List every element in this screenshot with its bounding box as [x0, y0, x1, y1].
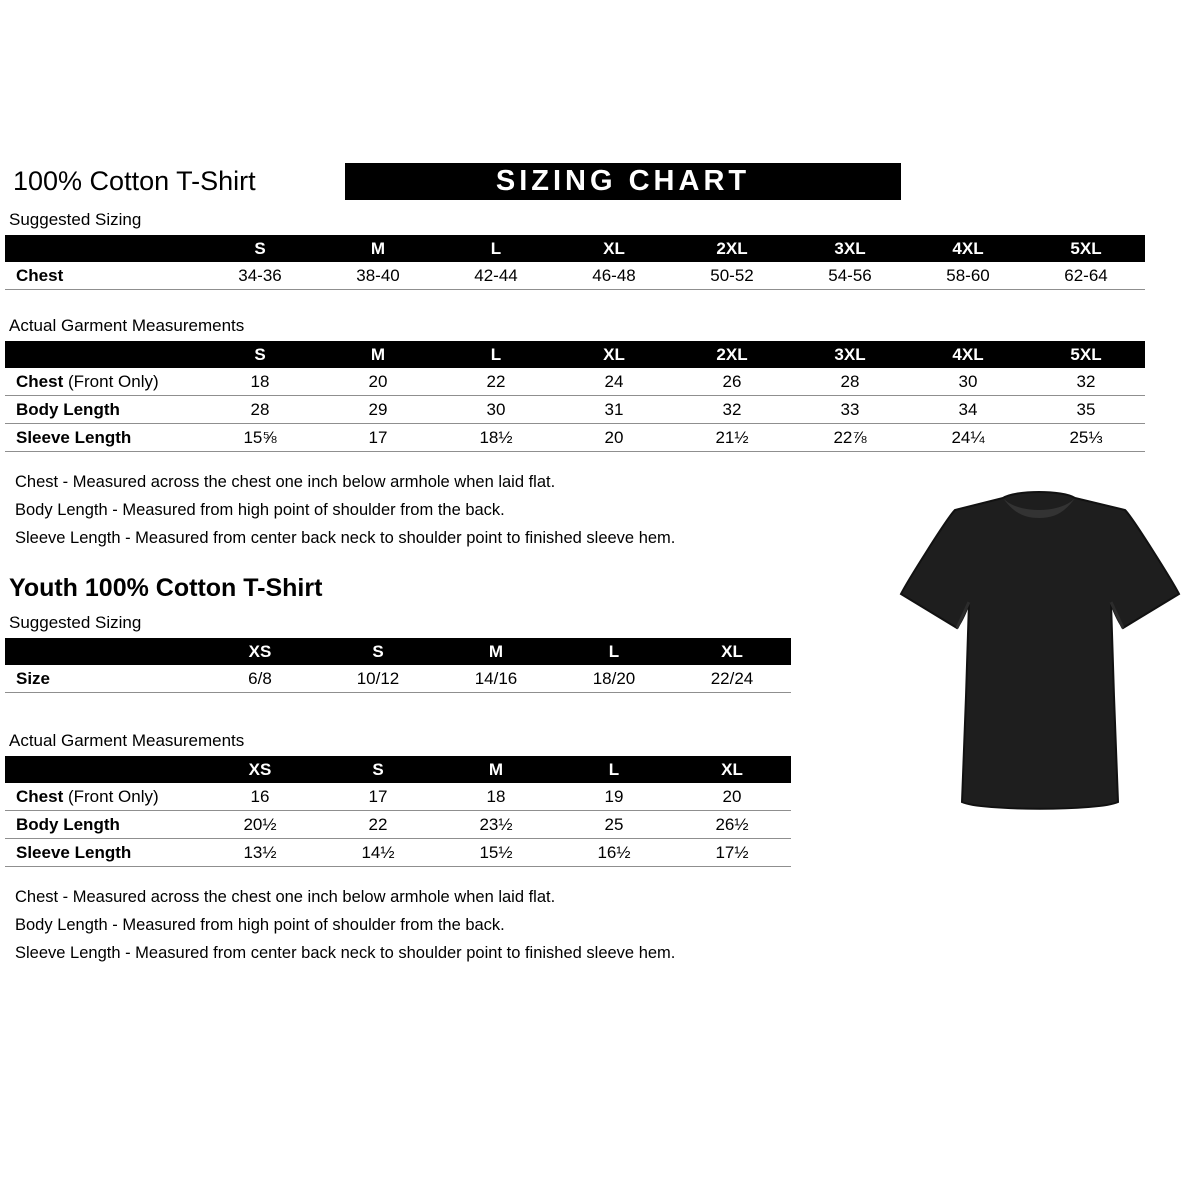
measurement-value: 23½: [437, 811, 555, 839]
youth-suggested-sizing-table: [5, 638, 791, 693]
youth-suggested-sizing-label: Suggested Sizing: [9, 613, 142, 632]
size-header-row: [5, 341, 1145, 368]
measurement-value: 20: [319, 368, 437, 396]
note-chest: Chest - Measured across the chest one inch below armhole when laid flat.: [15, 888, 556, 906]
measurement-value: 30: [437, 396, 555, 424]
size-column-header: 3XL: [791, 341, 909, 368]
measurement-value: 50-52: [673, 262, 791, 290]
measurement-value: 10/12: [319, 665, 437, 693]
measurement-value: 33: [791, 396, 909, 424]
measurement-value: 32: [673, 396, 791, 424]
adult-actual-measurements-table: [5, 341, 1145, 452]
adult-section-title: 100% Cotton T-Shirt: [13, 166, 256, 196]
size-column-header: S: [201, 341, 319, 368]
size-column-header: 5XL: [1027, 341, 1145, 368]
measurement-value: 14/16: [437, 665, 555, 693]
size-column-header: 5XL: [1027, 235, 1145, 262]
page-header: [5, 163, 1145, 200]
measurement-value: 20½: [201, 811, 319, 839]
size-column-header: S: [319, 756, 437, 783]
size-header-row: [5, 756, 791, 783]
measurement-value: 14½: [319, 839, 437, 867]
header-spacer-cell: [5, 638, 201, 665]
measurement-value: 58-60: [909, 262, 1027, 290]
measurement-value: 24: [555, 368, 673, 396]
size-column-header: M: [319, 341, 437, 368]
size-column-header: M: [437, 756, 555, 783]
measurement-row: [5, 783, 791, 811]
youth-actual-measurements-label: Actual Garment Measurements: [9, 731, 245, 750]
size-column-header: XL: [673, 638, 791, 665]
measurement-value: 26: [673, 368, 791, 396]
size-column-header: XL: [673, 756, 791, 783]
size-column-header: M: [319, 235, 437, 262]
measurement-value: 42-44: [437, 262, 555, 290]
measurement-value: 18½: [437, 424, 555, 452]
measurement-value: 28: [201, 396, 319, 424]
measurement-value: 62-64: [1027, 262, 1145, 290]
size-column-header: XS: [201, 638, 319, 665]
measurement-value: 18: [201, 368, 319, 396]
measurement-value: 38-40: [319, 262, 437, 290]
row-label: Body Length: [5, 396, 201, 424]
measurement-value: 46-48: [555, 262, 673, 290]
adult-suggested-sizing-label: Suggested Sizing: [9, 210, 142, 229]
measurement-value: 30: [909, 368, 1027, 396]
measurement-row: [5, 368, 1145, 396]
measurement-value: 31: [555, 396, 673, 424]
measurement-value: 22⅞: [791, 424, 909, 452]
measurement-value: 16½: [555, 839, 673, 867]
measurement-value: 26½: [673, 811, 791, 839]
measurement-value: 32: [1027, 368, 1145, 396]
measurement-value: 15⅝: [201, 424, 319, 452]
size-column-header: 4XL: [909, 235, 1027, 262]
measurement-row: [5, 396, 1145, 424]
header-spacer-cell: [5, 756, 201, 783]
measurement-value: 15½: [437, 839, 555, 867]
note-body-length: Body Length - Measured from high point of shoulder from the back.: [15, 501, 505, 519]
measurement-value: 20: [673, 783, 791, 811]
size-column-header: L: [555, 638, 673, 665]
measurement-value: 17: [319, 783, 437, 811]
measurement-value: 18: [437, 783, 555, 811]
measurement-value: 17½: [673, 839, 791, 867]
row-label: Chest (Front Only): [5, 783, 201, 811]
row-label: Body Length: [5, 811, 201, 839]
tshirt-icon: [897, 478, 1185, 814]
measurement-row: [5, 665, 791, 693]
measurement-value: 21½: [673, 424, 791, 452]
row-label: Sleeve Length: [5, 424, 201, 452]
measurement-value: 22: [319, 811, 437, 839]
measurement-row: [5, 262, 1145, 290]
size-column-header: 2XL: [673, 235, 791, 262]
size-column-header: S: [201, 235, 319, 262]
sizing-chart-banner: SIZING CHART: [345, 163, 901, 200]
note-sleeve-length: Sleeve Length - Measured from center back neck to shoulder point to finished sleeve hem.: [15, 529, 676, 547]
size-column-header: L: [555, 756, 673, 783]
size-column-header: 3XL: [791, 235, 909, 262]
measurement-value: 17: [319, 424, 437, 452]
header-spacer-cell: [5, 235, 201, 262]
note-body-length: Body Length - Measured from high point of shoulder from the back.: [15, 916, 505, 934]
row-label: Chest: [5, 262, 201, 290]
size-column-header: 2XL: [673, 341, 791, 368]
size-column-header: XL: [555, 341, 673, 368]
size-column-header: XL: [555, 235, 673, 262]
size-column-header: S: [319, 638, 437, 665]
black-tshirt-image: [897, 478, 1185, 814]
row-label: Sleeve Length: [5, 839, 201, 867]
size-header-row: [5, 235, 1145, 262]
row-label: Size: [5, 665, 201, 693]
measurement-value: 25: [555, 811, 673, 839]
measurement-value: 25⅓: [1027, 424, 1145, 452]
measurement-row: [5, 811, 791, 839]
youth-actual-measurements-table: [5, 756, 791, 867]
measurement-value: 18/20: [555, 665, 673, 693]
size-column-header: 4XL: [909, 341, 1027, 368]
size-column-header: M: [437, 638, 555, 665]
measurement-value: 34-36: [201, 262, 319, 290]
youth-section-title: Youth 100% Cotton T-Shirt: [9, 574, 323, 602]
measurement-value: 29: [319, 396, 437, 424]
measurement-value: 35: [1027, 396, 1145, 424]
row-label: Chest (Front Only): [5, 368, 201, 396]
measurement-value: 19: [555, 783, 673, 811]
measurement-row: [5, 424, 1145, 452]
measurement-row: [5, 839, 791, 867]
note-sleeve-length: Sleeve Length - Measured from center back neck to shoulder point to finished sleeve hem.: [15, 944, 676, 962]
measurement-value: 34: [909, 396, 1027, 424]
header-spacer-cell: [5, 341, 201, 368]
size-header-row: [5, 638, 791, 665]
measurement-value: 24¼: [909, 424, 1027, 452]
adult-actual-measurements-label: Actual Garment Measurements: [9, 316, 245, 335]
measurement-value: 22: [437, 368, 555, 396]
size-column-header: XS: [201, 756, 319, 783]
measurement-value: 13½: [201, 839, 319, 867]
measurement-value: 22/24: [673, 665, 791, 693]
measurement-value: 6/8: [201, 665, 319, 693]
size-column-header: L: [437, 235, 555, 262]
measurement-value: 16: [201, 783, 319, 811]
measurement-value: 28: [791, 368, 909, 396]
measurement-value: 54-56: [791, 262, 909, 290]
measurement-value: 20: [555, 424, 673, 452]
youth-measurement-notes: [15, 883, 1145, 967]
size-column-header: L: [437, 341, 555, 368]
adult-suggested-sizing-table: [5, 235, 1145, 290]
note-chest: Chest - Measured across the chest one inch below armhole when laid flat.: [15, 473, 556, 491]
